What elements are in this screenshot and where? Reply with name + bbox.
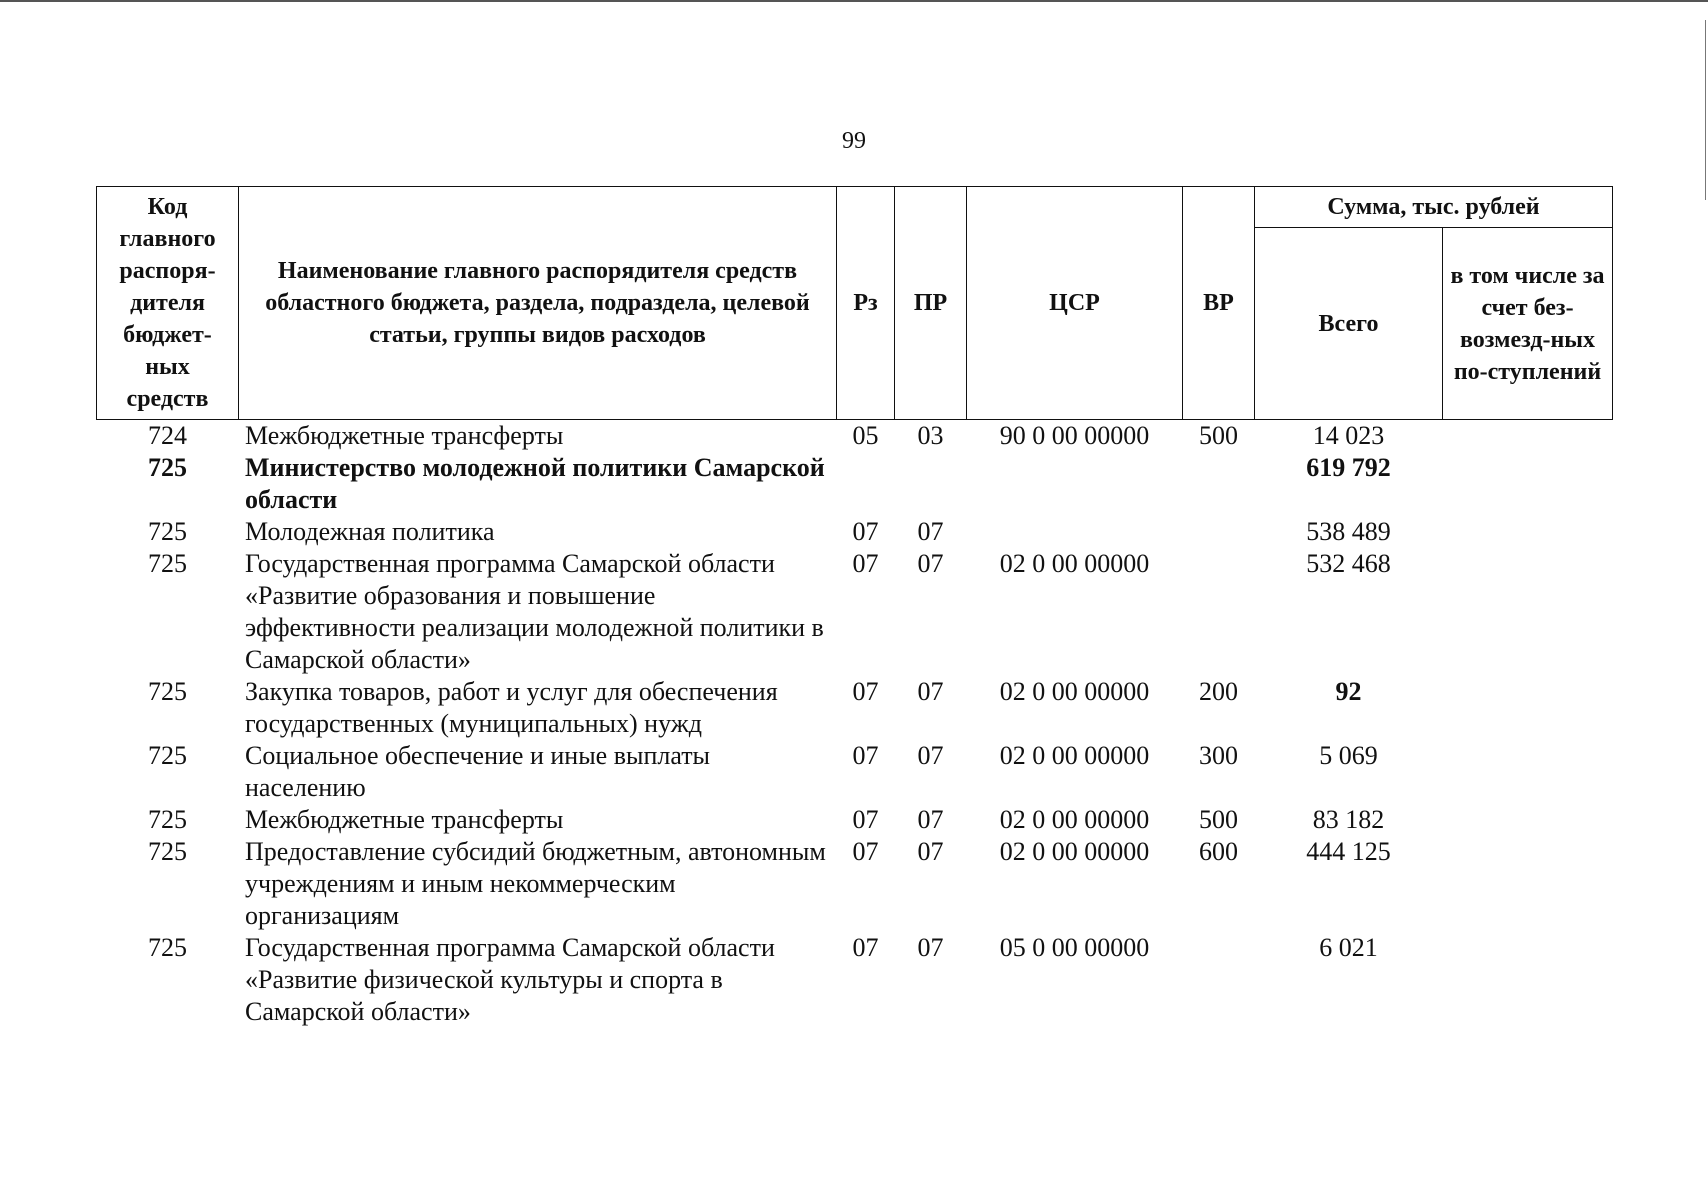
cell-csr: 02 0 00 00000	[999, 805, 1150, 834]
header-incl: в том числе за счет без-возмезд-ных по-ступлений	[1443, 228, 1613, 420]
cell-pr: 07	[917, 805, 944, 834]
budget-table	[96, 186, 1613, 1028]
cell-rz: 05	[852, 421, 879, 450]
cell-rz: 07	[852, 741, 879, 770]
cell-incl	[1443, 420, 1613, 453]
table-row	[97, 452, 1613, 516]
cell-total: 5 069	[1319, 741, 1378, 770]
cell-rz: 07	[852, 805, 879, 834]
cell-code: 725	[148, 517, 187, 546]
cell-pr: 07	[917, 549, 944, 578]
cell-name: Социальное обеспечение и иные выплаты населению	[245, 741, 711, 802]
cell-total: 14 023	[1312, 421, 1385, 450]
cell-name: Молодежная политика	[245, 517, 495, 546]
header-name: Наименование главного распорядителя средств областного бюджета, раздела, подраздела, целевой статьи, группы видов расходов	[239, 187, 837, 420]
top-scan-border	[0, 0, 1708, 2]
cell-pr	[895, 452, 967, 516]
cell-total: 532 468	[1306, 549, 1391, 578]
cell-vr: 500	[1199, 805, 1238, 834]
header-total: Всего	[1255, 228, 1443, 420]
cell-csr: 02 0 00 00000	[999, 741, 1150, 770]
table-row	[97, 932, 1613, 1028]
right-scan-border	[1705, 20, 1706, 200]
header-code: Код главного распоря-дителя бюджет-ных средств	[97, 187, 239, 420]
cell-incl	[1443, 932, 1613, 1028]
table-row	[97, 836, 1613, 932]
cell-vr	[1183, 548, 1255, 676]
header-pr: ПР	[895, 187, 967, 420]
cell-csr: 90 0 00 00000	[999, 421, 1150, 450]
cell-pr: 07	[917, 837, 944, 866]
cell-vr: 600	[1199, 837, 1238, 866]
cell-code: 725	[148, 933, 187, 962]
header-vr: ВР	[1183, 187, 1255, 420]
header-rz: Рз	[837, 187, 895, 420]
cell-vr: 200	[1199, 677, 1238, 706]
cell-rz: 07	[852, 517, 879, 546]
cell-total: 92	[1335, 677, 1362, 706]
cell-code: 724	[148, 421, 187, 450]
cell-name: Межбюджетные трансферты	[245, 805, 564, 834]
cell-csr: 02 0 00 00000	[999, 677, 1150, 706]
cell-incl	[1443, 836, 1613, 932]
cell-vr: 300	[1199, 741, 1238, 770]
cell-code: 725	[148, 453, 187, 482]
cell-csr	[967, 516, 1183, 548]
cell-rz: 07	[852, 933, 879, 962]
cell-vr	[1183, 516, 1255, 548]
cell-rz: 07	[852, 549, 879, 578]
cell-pr: 07	[917, 517, 944, 546]
cell-rz: 07	[852, 837, 879, 866]
cell-csr: 02 0 00 00000	[999, 549, 1150, 578]
header-sum: Сумма, тыс. рублей	[1255, 187, 1613, 228]
cell-name: Государственная программа Самарской области «Развитие образования и повышение эффективности реализации молодежной политики в Самарской области»	[245, 549, 824, 674]
cell-total: 619 792	[1306, 453, 1391, 482]
cell-csr: 05 0 00 00000	[999, 933, 1150, 962]
cell-name: Государственная программа Самарской области «Развитие физической культуры и спорта в Самарской области»	[245, 933, 775, 1026]
table-row	[97, 516, 1613, 548]
cell-code: 725	[148, 741, 187, 770]
cell-total: 6 021	[1319, 933, 1378, 962]
cell-total: 444 125	[1306, 837, 1391, 866]
page-number: 99	[842, 128, 866, 154]
cell-incl	[1443, 452, 1613, 516]
cell-rz	[837, 452, 895, 516]
cell-name: Закупка товаров, работ и услуг для обеспечения государственных (муниципальных) нужд	[245, 677, 778, 738]
cell-incl	[1443, 740, 1613, 804]
cell-pr: 03	[917, 421, 944, 450]
cell-incl	[1443, 516, 1613, 548]
cell-pr: 07	[917, 933, 944, 962]
table-row	[97, 740, 1613, 804]
cell-csr	[967, 452, 1183, 516]
header-row-1	[97, 187, 1613, 228]
cell-code: 725	[148, 549, 187, 578]
cell-incl	[1443, 676, 1613, 740]
header-csr: ЦСР	[967, 187, 1183, 420]
cell-code: 725	[148, 677, 187, 706]
table-row	[97, 676, 1613, 740]
cell-vr: 500	[1199, 421, 1238, 450]
cell-name: Предоставление субсидий бюджетным, автономным учреждениям и иным некоммерческим организациям	[245, 837, 826, 930]
cell-total: 83 182	[1312, 805, 1385, 834]
cell-name: Межбюджетные трансферты	[245, 421, 564, 450]
cell-incl	[1443, 804, 1613, 836]
cell-csr: 02 0 00 00000	[999, 837, 1150, 866]
cell-incl	[1443, 548, 1613, 676]
cell-code: 725	[148, 837, 187, 866]
cell-vr	[1183, 452, 1255, 516]
table-row	[97, 804, 1613, 836]
cell-pr: 07	[917, 677, 944, 706]
cell-name: Министерство молодежной политики Самарской области	[245, 453, 825, 514]
cell-rz: 07	[852, 677, 879, 706]
cell-code: 725	[148, 805, 187, 834]
cell-total: 538 489	[1306, 517, 1391, 546]
table-row	[97, 548, 1613, 676]
cell-vr	[1183, 932, 1255, 1028]
table-row	[97, 420, 1613, 453]
cell-pr: 07	[917, 741, 944, 770]
